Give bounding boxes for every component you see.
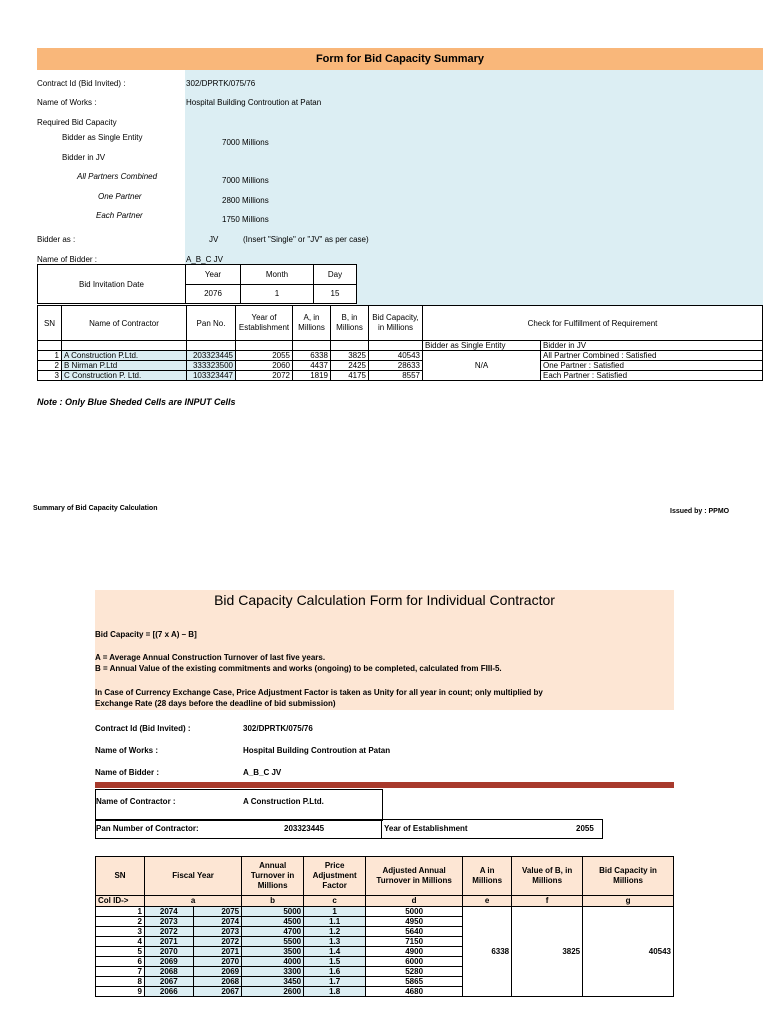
turnover-header: Annual Turnover in Millions	[242, 857, 304, 896]
bidder-as-label: Bidder as :	[37, 235, 76, 244]
bid-capacity-header: Bid Capacity, in Millions	[369, 306, 423, 341]
fy-row-year-end[interactable]: 2069	[193, 967, 242, 977]
price-factor-header: Price Adjustment Factor	[304, 857, 366, 896]
day-value[interactable]: 15	[314, 284, 357, 304]
fy-row-adjusted: 4680	[366, 987, 463, 997]
fy-row-year-start[interactable]: 2069	[145, 957, 194, 967]
row-capacity: 40543	[369, 351, 423, 361]
establishment-header: Year of Establishment	[236, 306, 293, 341]
col-id-a: a	[145, 896, 242, 907]
fy-row-year-start[interactable]: 2070	[145, 947, 194, 957]
fy-row-sn: 2	[96, 917, 145, 927]
single-entity-value: 7000 Millions	[222, 138, 269, 147]
fy-row-year-start[interactable]: 2071	[145, 937, 194, 947]
row-jv-check: All Partner Combined : Satisfied	[541, 351, 763, 361]
fy-b-value: 3825	[512, 907, 583, 997]
exchange-note-line1: In Case of Currency Exchange Case, Price Adjustment Factor is taken as Unity for all year in count; only multiplied by	[95, 688, 543, 697]
fy-row-price-factor[interactable]: 1.6	[304, 967, 366, 977]
row-pan[interactable]: 203323445	[187, 351, 236, 361]
fiscal-year-header: Fiscal Year	[145, 857, 242, 896]
fy-row-sn: 5	[96, 947, 145, 957]
fy-row-sn: 3	[96, 927, 145, 937]
invitation-date-label: Bid Invitation Date	[38, 265, 186, 304]
row-contractor[interactable]: B Nirman P.Ltd	[62, 361, 187, 371]
table-row	[38, 351, 763, 361]
col-id-f: f	[512, 896, 583, 907]
fy-row-sn: 7	[96, 967, 145, 977]
fy-row-year-end[interactable]: 2072	[193, 937, 242, 947]
bid-invitation-date-table	[37, 264, 357, 304]
col-id-e: e	[463, 896, 512, 907]
all-partners-label: All Partners Combined	[77, 172, 158, 181]
fy-capacity-value: 40543	[583, 907, 674, 997]
fy-row-sn: 9	[96, 987, 145, 997]
fy-row-year-end[interactable]: 2067	[193, 987, 242, 997]
all-partners-value: 7000 Millions	[222, 176, 269, 185]
input-cells-note: Note : Only Blue Sheded Cells are INPUT Cells	[37, 397, 236, 407]
fy-row-price-factor[interactable]: 1.5	[304, 957, 366, 967]
single-result: N/A	[423, 351, 541, 381]
fy-a-value: 6338	[463, 907, 512, 997]
fy-row-year-end[interactable]: 2071	[193, 947, 242, 957]
row-pan[interactable]: 103323447	[187, 371, 236, 381]
row-a: 1819	[293, 371, 331, 381]
fy-row-year-start[interactable]: 2067	[145, 977, 194, 987]
summary-form-title: Form for Bid Capacity Summary	[37, 48, 763, 70]
each-partner-label: Each Partner	[96, 211, 143, 220]
pan-box-divider	[381, 819, 382, 838]
fy-row-year-start[interactable]: 2066	[145, 987, 194, 997]
fy-row-year-end[interactable]: 2073	[193, 927, 242, 937]
fy-row-adjusted: 6000	[366, 957, 463, 967]
exchange-note-line2: Exchange Rate (28 days before the deadline of bid submission)	[95, 699, 336, 708]
month-value[interactable]: 1	[241, 284, 314, 304]
year-value[interactable]: 2076	[186, 284, 241, 304]
fy-row-year-end[interactable]: 2070	[193, 957, 242, 967]
fy-row-adjusted: 5280	[366, 967, 463, 977]
row-a: 6338	[293, 351, 331, 361]
row-contractor[interactable]: A Construction P.Ltd.	[62, 351, 187, 361]
fy-row-turnover[interactable]: 4000	[242, 957, 304, 967]
fy-row-adjusted: 4950	[366, 917, 463, 927]
fy-row-price-factor[interactable]: 1.4	[304, 947, 366, 957]
contract-id-label: Contract Id (Bid Invited) :	[37, 79, 126, 88]
issued-by-label: Issued by : PPMO	[670, 508, 730, 515]
fy-capacity-header: Bid Capacity in Millions	[583, 857, 674, 896]
fy-a-header: A in Millions	[463, 857, 512, 896]
lower-bidder-value: A_B_C JV	[243, 768, 282, 777]
fy-row-price-factor[interactable]: 1.1	[304, 917, 366, 927]
b-header: B, in Millions	[331, 306, 369, 341]
fy-row-turnover[interactable]: 3300	[242, 967, 304, 977]
fy-row-sn: 8	[96, 977, 145, 987]
row-capacity: 28633	[369, 361, 423, 371]
row-b: 3825	[331, 351, 369, 361]
row-contractor[interactable]: C Construction P. Ltd.	[62, 371, 187, 381]
fy-row-year-end[interactable]: 2068	[193, 977, 242, 987]
fy-row-turnover[interactable]: 3450	[242, 977, 304, 987]
row-sn: 2	[38, 361, 62, 371]
definition-a: A = Average Annual Construction Turnover of last five years.	[95, 653, 326, 662]
each-partner-value: 1750 Millions	[222, 215, 269, 224]
fy-row-sn: 4	[96, 937, 145, 947]
fy-row-price-factor[interactable]: 1	[304, 907, 366, 917]
input-area-shading-lower	[356, 264, 763, 305]
day-header: Day	[314, 265, 357, 285]
row-b: 4175	[331, 371, 369, 381]
lower-contract-id-label: Contract Id (Bid Invited) :	[95, 724, 191, 733]
lower-works-value: Hospital Building Controution at Patan	[243, 746, 391, 755]
adjusted-turnover-header: Adjusted Annual Turnover in Millions	[366, 857, 463, 896]
jv-label: Bidder in JV	[62, 153, 106, 162]
fy-row-sn: 6	[96, 957, 145, 967]
pan-label: Pan Number of Contractor:	[96, 824, 199, 833]
row-year: 2055	[236, 351, 293, 361]
fy-row-adjusted: 5000	[366, 907, 463, 917]
bidder-as-value[interactable]: JV	[209, 235, 219, 244]
contract-id-value[interactable]: 302/DPRTK/075/76	[186, 79, 256, 88]
fy-row-year-start[interactable]: 2074	[145, 907, 194, 917]
summary-footer-label: Summary of Bid Capacity Calculation	[33, 505, 158, 512]
table-row	[38, 361, 763, 371]
fy-row-adjusted: 7150	[366, 937, 463, 947]
row-capacity: 8557	[369, 371, 423, 381]
fy-row-year-start[interactable]: 2072	[145, 927, 194, 937]
one-partner-label: One Partner	[98, 192, 142, 201]
check-jv-header: Bidder in JV	[541, 341, 763, 351]
fy-row-turnover[interactable]: 4500	[242, 917, 304, 927]
row-year: 2072	[236, 371, 293, 381]
single-entity-label: Bidder as Single Entity	[62, 133, 143, 142]
fy-row-adjusted: 4900	[366, 947, 463, 957]
row-sn: 1	[38, 351, 62, 361]
fy-row-year-end[interactable]: 2074	[193, 917, 242, 927]
col-id-label: Col ID->	[96, 896, 145, 907]
sn-header: SN	[38, 306, 62, 341]
fy-sn-header: SN	[96, 857, 145, 896]
fy-b-header: Value of B, in Millions	[512, 857, 583, 896]
bid-capacity-formula: Bid Capacity = [(7 x A) – B]	[95, 630, 197, 639]
required-capacity-label: Required Bid Capacity	[37, 118, 117, 127]
fy-row-price-factor[interactable]: 1.8	[304, 987, 366, 997]
fy-row-year-end[interactable]: 2075	[193, 907, 242, 917]
individual-form-title: Bid Capacity Calculation Form for Individual Contractor	[214, 592, 555, 608]
row-sn: 3	[38, 371, 62, 381]
year-header: Year	[186, 265, 241, 285]
row-year: 2060	[236, 361, 293, 371]
fy-row-turnover[interactable]: 4700	[242, 927, 304, 937]
fy-row-year-start[interactable]: 2068	[145, 967, 194, 977]
works-label: Name of Works :	[37, 98, 97, 107]
lower-contract-id-value: 302/DPRTK/075/76	[243, 724, 313, 733]
fy-row-sn: 1	[96, 907, 145, 917]
col-id-c: c	[304, 896, 366, 907]
bidder-as-hint: (Insert "Single" or "JV" as per case)	[243, 235, 369, 244]
fy-row-price-factor[interactable]: 1.7	[304, 977, 366, 987]
row-jv-check: Each Partner : Satisfied	[541, 371, 763, 381]
one-partner-value: 2800 Millions	[222, 196, 269, 205]
table-row	[38, 371, 763, 381]
bidder-name-label: Name of Bidder :	[37, 255, 98, 264]
contractor-summary-table	[37, 305, 763, 381]
pan-header: Pan No.	[187, 306, 236, 341]
fy-row-turnover[interactable]: 5500	[242, 937, 304, 947]
fy-row-year-start[interactable]: 2073	[145, 917, 194, 927]
fiscal-year-turnover-table	[95, 856, 674, 997]
fy-row-adjusted: 5640	[366, 927, 463, 937]
contractor-label: Name of Contractor :	[96, 797, 176, 806]
a-header: A, in Millions	[293, 306, 331, 341]
fy-row-turnover[interactable]: 5000	[242, 907, 304, 917]
definition-b: B = Annual Value of the existing commitments and works (ongoing) to be completed, calculated from FIII-5.	[95, 664, 502, 673]
establishment-label: Year of Establishment	[384, 824, 468, 833]
fy-row-adjusted: 5865	[366, 977, 463, 987]
col-id-g: g	[583, 896, 674, 907]
lower-bidder-label: Name of Bidder :	[95, 768, 160, 777]
table-row	[96, 907, 674, 917]
col-id-d: d	[366, 896, 463, 907]
lower-works-label: Name of Works :	[95, 746, 158, 755]
check-header: Check for Fulfillment of Requirement	[423, 306, 763, 341]
works-value[interactable]: Hospital Building Controution at Patan	[186, 98, 322, 107]
row-a: 4437	[293, 361, 331, 371]
check-single-header: Bidder as Single Entity	[423, 341, 541, 351]
fy-row-turnover[interactable]: 2600	[242, 987, 304, 997]
fy-row-price-factor[interactable]: 1.3	[304, 937, 366, 947]
col-id-b: b	[242, 896, 304, 907]
month-header: Month	[241, 265, 314, 285]
row-pan[interactable]: 333323500	[187, 361, 236, 371]
establishment-value: 2055	[576, 824, 594, 833]
fy-row-turnover[interactable]: 3500	[242, 947, 304, 957]
bidder-name-value[interactable]: A_B_C JV	[186, 255, 223, 264]
row-b: 2425	[331, 361, 369, 371]
pan-value: 203323445	[284, 824, 325, 833]
fy-row-price-factor[interactable]: 1.2	[304, 927, 366, 937]
section-divider	[95, 782, 674, 788]
row-jv-check: One Partner : Satisfied	[541, 361, 763, 371]
contractor-name-header: Name of Contractor	[62, 306, 187, 341]
contractor-value[interactable]: A Construction P.Ltd.	[243, 797, 324, 806]
